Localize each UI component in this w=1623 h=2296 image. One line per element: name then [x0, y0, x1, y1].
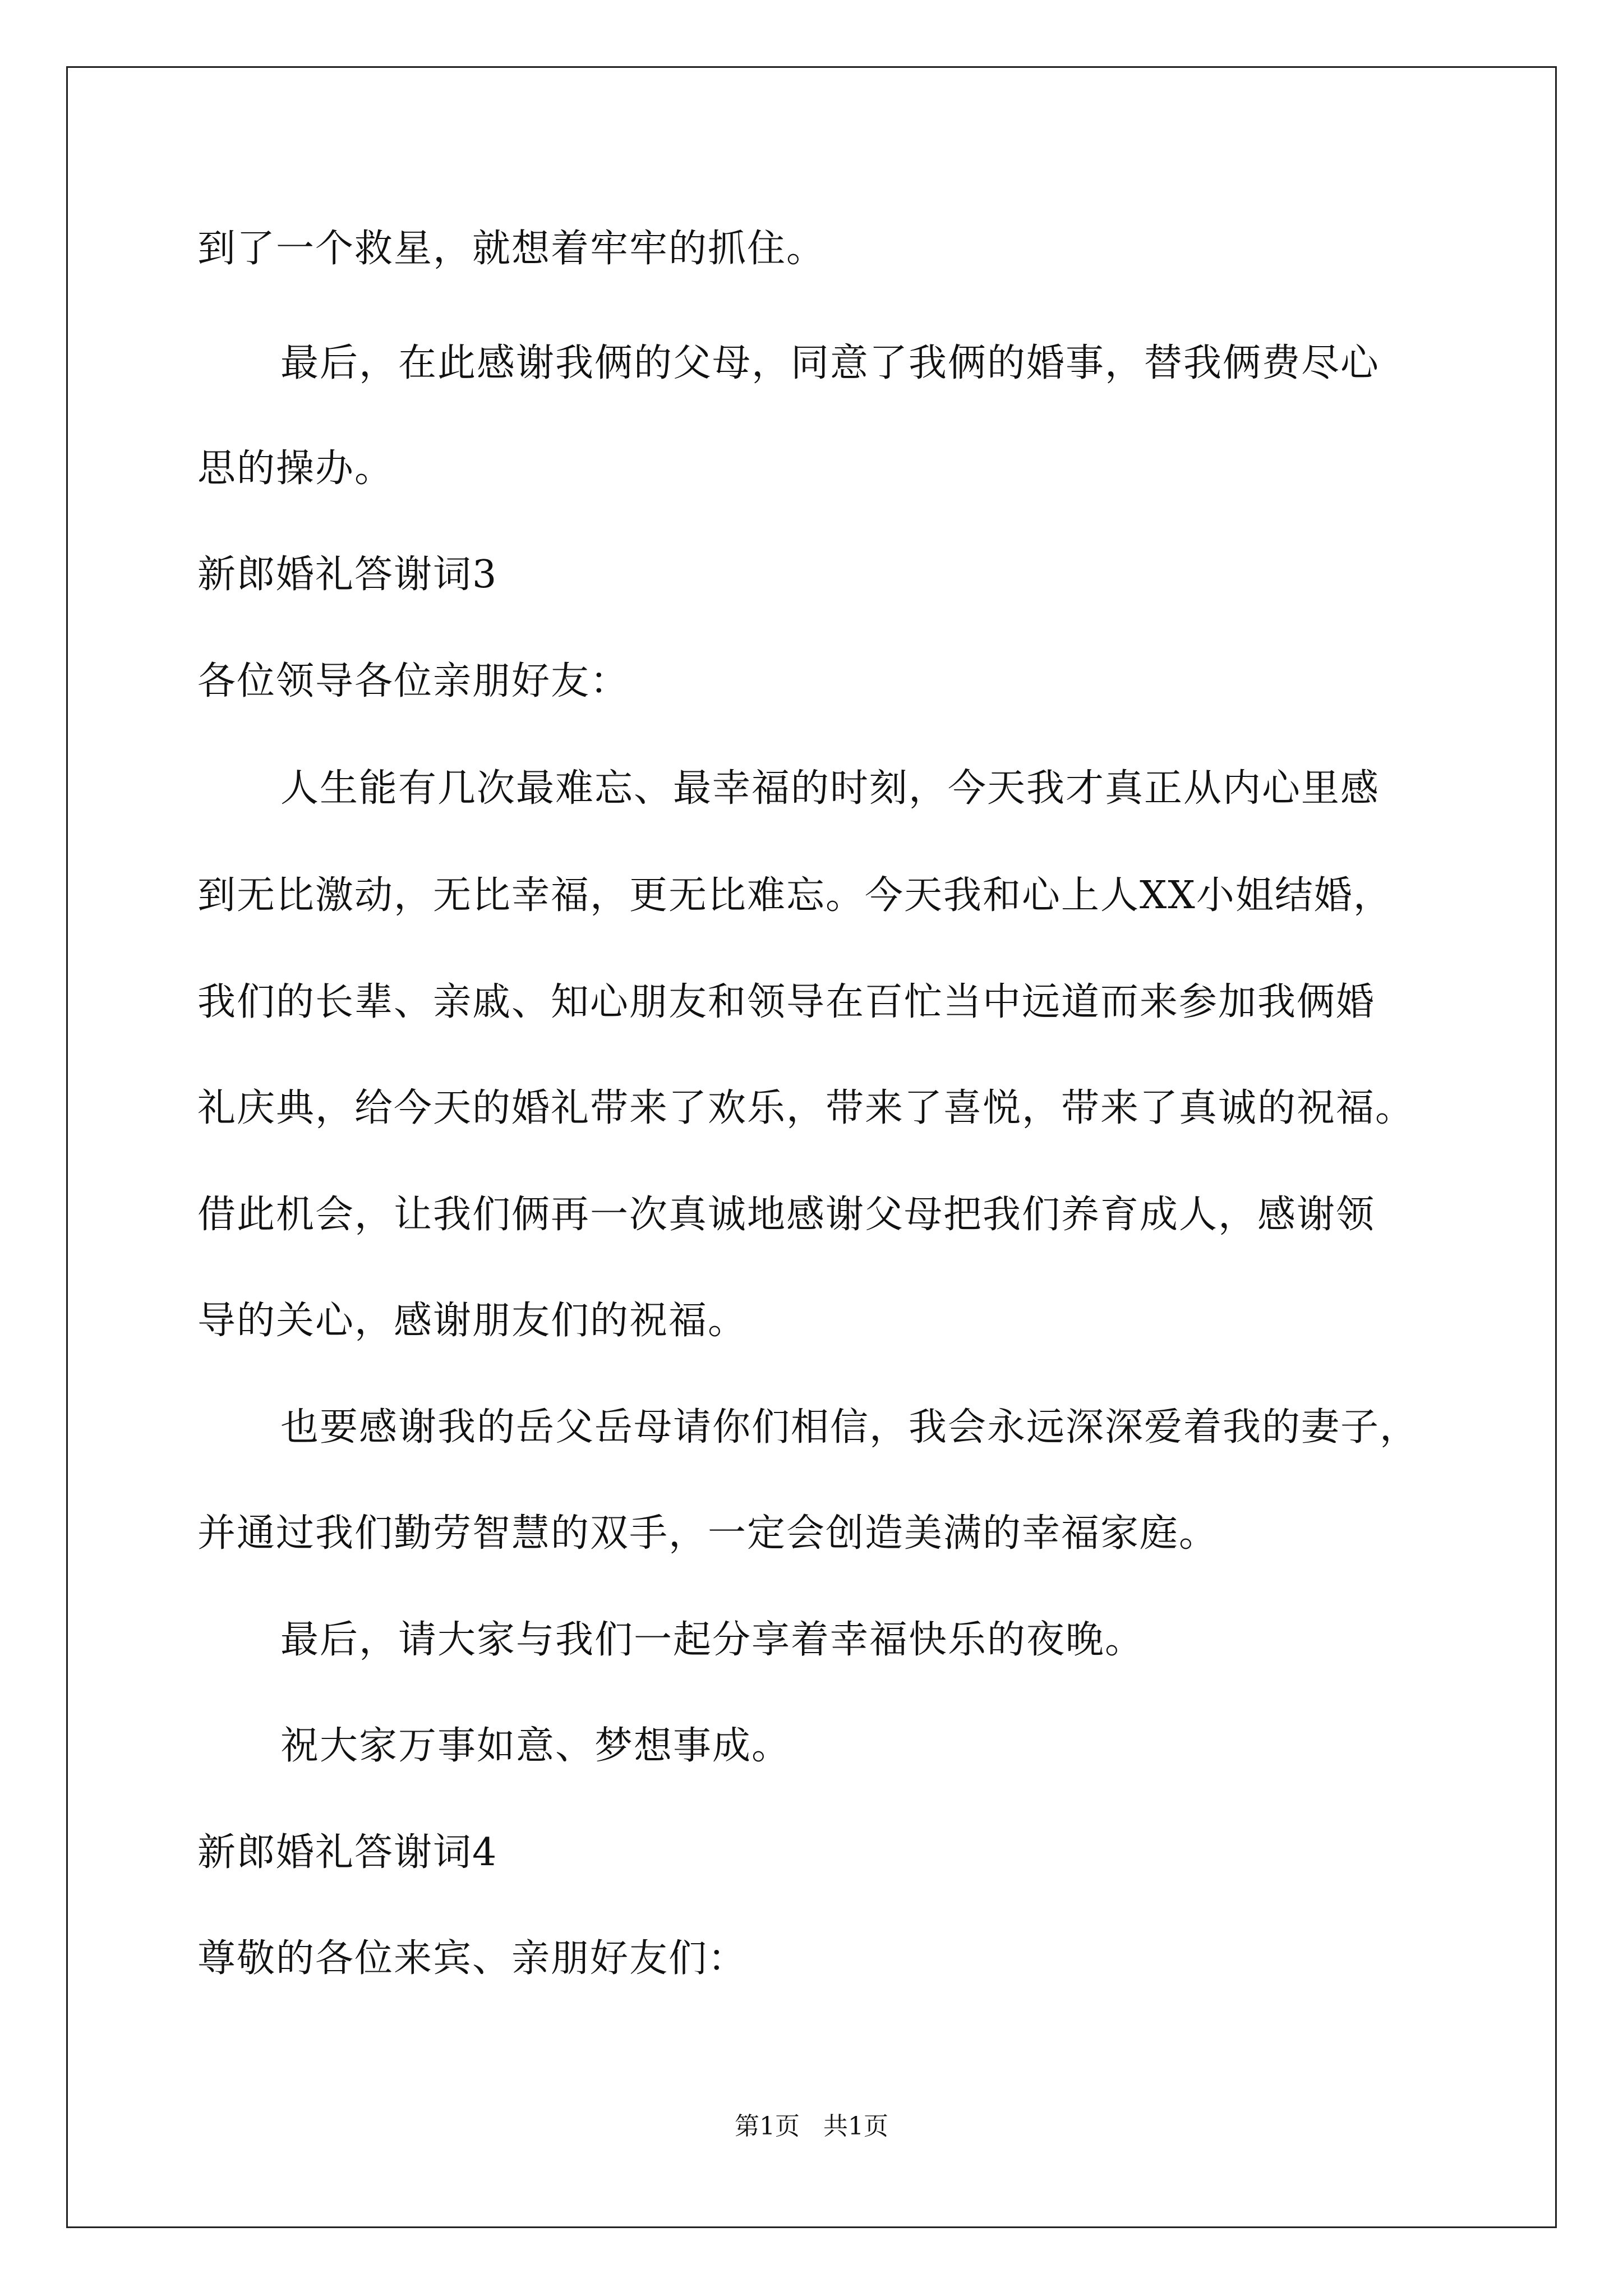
paragraph-line: 到了一个救星，就想着牢牢的抓住。	[197, 227, 826, 271]
paragraph-line: 思的操办。	[197, 447, 394, 491]
section-heading: 新郎婚礼答谢词4	[197, 1830, 498, 1875]
page-border	[66, 66, 1557, 2228]
paragraph-line: 借此机会，让我们俩再一次真诚地感谢父母把我们养育成人，感谢领	[197, 1193, 1376, 1237]
salutation: 各位领导各位亲朋好友：	[197, 659, 630, 703]
paragraph-line: 礼庆典，给今天的婚礼带来了欢乐，带来了喜悦，带来了真诚的祝福。	[197, 1086, 1415, 1130]
paragraph-line: 人生能有几次最难忘、最幸福的时刻，今天我才真正从内心里感	[280, 766, 1380, 811]
paragraph-line: 导的关心，感谢朋友们的祝福。	[197, 1299, 748, 1343]
paragraph-line: 我们的长辈、亲戚、知心朋友和领导在百忙当中远道而来参加我俩婚	[197, 980, 1376, 1024]
paragraph-line: 也要感谢我的岳父岳母请你们相信，我会永远深深爱着我的妻子，	[280, 1405, 1419, 1450]
paragraph-line: 最后，在此感谢我俩的父母，同意了我俩的婚事，替我俩费尽心	[280, 341, 1380, 385]
paragraph-line: 到无比激动，无比幸福，更无比难忘。今天我和心上人XX小姐结婚，	[197, 873, 1393, 918]
paragraph-line: 最后，请大家与我们一起分享着幸福快乐的夜晚。	[280, 1618, 1145, 1662]
page-footer: 第1页 共1页	[735, 2112, 888, 2141]
paragraph-line: 并通过我们勤劳智慧的双手，一定会创造美满的幸福家庭。	[197, 1511, 1219, 1556]
paragraph-line: 祝大家万事如意、梦想事成。	[280, 1724, 791, 1768]
salutation: 尊敬的各位来宾、亲朋好友们：	[197, 1936, 748, 1981]
section-heading: 新郎婚礼答谢词3	[197, 553, 498, 597]
